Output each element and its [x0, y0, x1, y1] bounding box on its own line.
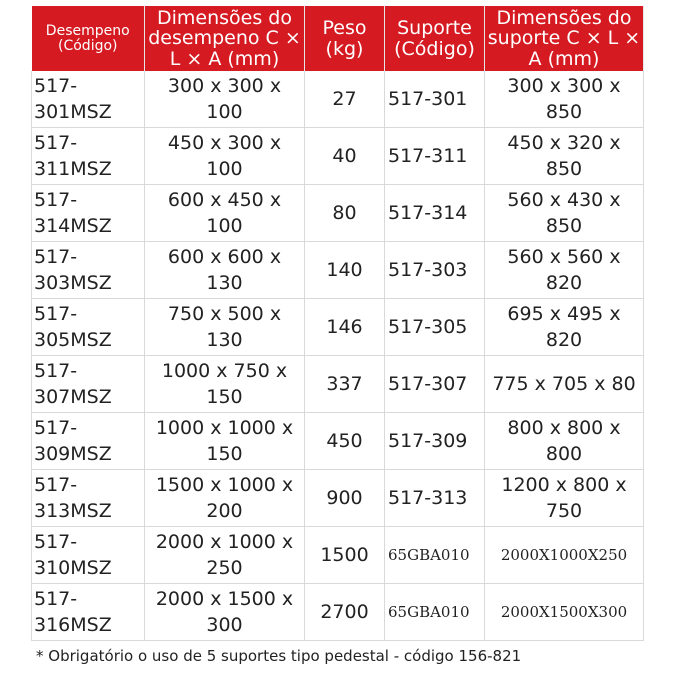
- cell-weight: 27: [305, 71, 385, 128]
- cell-code: 517-310MSZ: [32, 527, 145, 584]
- cell-support-dims: 450 x 320 x 850: [485, 128, 644, 185]
- cell-support: 65GBA010: [385, 527, 485, 584]
- cell-weight: 146: [305, 299, 385, 356]
- cell-support: 517-313: [385, 470, 485, 527]
- cell-support-dims: 2000X1500X300: [485, 584, 644, 641]
- table-row: [32, 128, 644, 185]
- cell-code: 517-301MSZ: [32, 71, 145, 128]
- cell-dims: 2000 x 1500 x 300: [145, 584, 305, 641]
- cell-code: 517-303MSZ: [32, 242, 145, 299]
- cell-support: 517-314: [385, 185, 485, 242]
- cell-weight: 900: [305, 470, 385, 527]
- cell-support-dims: 300 x 300 x 850: [485, 71, 644, 128]
- table-row: [32, 185, 644, 242]
- cell-support: 517-305: [385, 299, 485, 356]
- cell-code: 517-311MSZ: [32, 128, 145, 185]
- cell-dims: 600 x 600 x 130: [145, 242, 305, 299]
- cell-weight: 2700: [305, 584, 385, 641]
- table-header: [32, 6, 644, 71]
- cell-code: 517-307MSZ: [32, 356, 145, 413]
- cell-support-dims: 800 x 800 x 800: [485, 413, 644, 470]
- cell-dims: 2000 x 1000 x 250: [145, 527, 305, 584]
- cell-code: 517-314MSZ: [32, 185, 145, 242]
- cell-support-dims: 560 x 560 x 820: [485, 242, 644, 299]
- cell-support-dims: 2000X1000X250: [485, 527, 644, 584]
- header-support-dims: Dimensões do suporte C × L × A (mm): [485, 6, 644, 71]
- cell-support-dims: 560 x 430 x 850: [485, 185, 644, 242]
- cell-weight: 450: [305, 413, 385, 470]
- spec-table: [31, 6, 644, 641]
- cell-support: 65GBA010: [385, 584, 485, 641]
- table-body: [32, 71, 644, 641]
- cell-dims: 300 x 300 x 100: [145, 71, 305, 128]
- cell-dims: 450 x 300 x 100: [145, 128, 305, 185]
- cell-dims: 1500 x 1000 x 200: [145, 470, 305, 527]
- cell-weight: 337: [305, 356, 385, 413]
- header-support: Suporte (Código): [385, 6, 485, 71]
- cell-weight: 1500: [305, 527, 385, 584]
- table-row: [32, 413, 644, 470]
- table-row: [32, 71, 644, 128]
- table-row: [32, 584, 644, 641]
- cell-support: 517-301: [385, 71, 485, 128]
- cell-support-dims: 1200 x 800 x 750: [485, 470, 644, 527]
- footnote: * Obrigatório o uso de 5 suportes tipo pedestal - código 156-821: [36, 647, 522, 665]
- cell-support-dims: 695 x 495 x 820: [485, 299, 644, 356]
- header-code: Desempeno (Código): [32, 6, 145, 71]
- cell-support: 517-303: [385, 242, 485, 299]
- cell-support: 517-309: [385, 413, 485, 470]
- cell-code: 517-316MSZ: [32, 584, 145, 641]
- cell-weight: 80: [305, 185, 385, 242]
- header-dims: Dimensões do desempeno C × L × A (mm): [145, 6, 305, 71]
- header-weight: Peso (kg): [305, 6, 385, 71]
- cell-weight: 40: [305, 128, 385, 185]
- cell-dims: 600 x 450 x 100: [145, 185, 305, 242]
- cell-code: 517-305MSZ: [32, 299, 145, 356]
- cell-weight: 140: [305, 242, 385, 299]
- table-row: [32, 356, 644, 413]
- table-row: [32, 242, 644, 299]
- cell-dims: 750 x 500 x 130: [145, 299, 305, 356]
- cell-support-dims: 775 x 705 x 80: [485, 356, 644, 413]
- cell-dims: 1000 x 750 x 150: [145, 356, 305, 413]
- table-row: [32, 527, 644, 584]
- cell-code: 517-313MSZ: [32, 470, 145, 527]
- cell-code: 517-309MSZ: [32, 413, 145, 470]
- cell-support: 517-307: [385, 356, 485, 413]
- table-row: [32, 470, 644, 527]
- table-row: [32, 299, 644, 356]
- cell-support: 517-311: [385, 128, 485, 185]
- cell-dims: 1000 x 1000 x 150: [145, 413, 305, 470]
